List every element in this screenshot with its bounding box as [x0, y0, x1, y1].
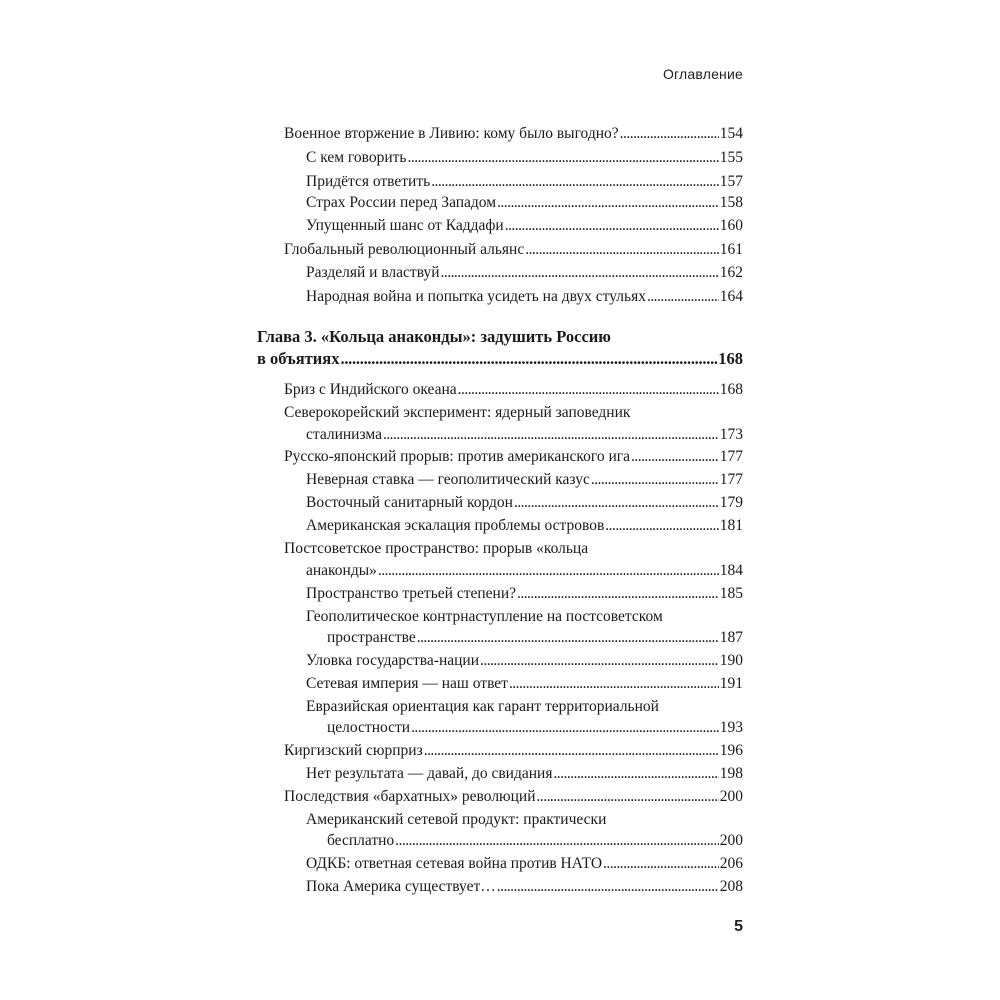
toc-entry-page: 190: [719, 652, 743, 669]
toc-entry: [306, 607, 743, 627]
chapter-heading-continued: [257, 349, 743, 369]
toc-entry-title: Северокорейский эксперимент: ядерный заповедник: [284, 404, 631, 421]
toc-entry-title: целостности: [327, 719, 411, 736]
toc-entry: [284, 539, 743, 559]
toc-entry-title: сталинизма: [306, 426, 382, 443]
toc-entry-continued: [306, 561, 743, 581]
toc-entry: [306, 810, 743, 830]
toc-entry-title: бесплатно: [327, 832, 395, 849]
dot-leader: [603, 854, 719, 874]
dot-leader: [505, 216, 719, 236]
toc-entry-page: 179: [719, 494, 743, 511]
toc-entry: [306, 172, 743, 192]
toc-entry-page: 155: [719, 149, 743, 166]
toc-entry-title: Геополитическое контрнаступление на постсоветском: [306, 608, 663, 625]
dot-leader: [458, 380, 719, 400]
toc-entry-title: Пока Америка существует…: [306, 878, 496, 895]
toc-entry-page: 154: [719, 125, 743, 142]
toc-entry: [306, 493, 743, 513]
toc-entry: [306, 216, 743, 236]
toc-entry-page: 158: [719, 194, 743, 211]
toc-entry-title: анаконды»: [306, 562, 377, 579]
dot-leader: [417, 628, 719, 648]
toc-entry: [306, 470, 743, 490]
toc-entry-title: Евразийская ориентация как гарант территориальной: [306, 698, 659, 715]
toc-entry-title: Народная война и попытка усидеть на двух стульях: [306, 288, 646, 305]
toc-entry: [284, 447, 743, 467]
toc-entry-page: 191: [719, 675, 743, 692]
toc-entry-title: ОДКБ: ответная сетевая война против НАТО: [306, 855, 603, 872]
chapter-page: 168: [718, 349, 743, 368]
toc-entry: [306, 584, 743, 604]
toc-entry: [306, 764, 743, 784]
dot-leader: [395, 831, 719, 851]
toc-entry-title: Американский сетевой продукт: практически: [306, 811, 607, 828]
toc-entry-page: 177: [719, 448, 743, 465]
toc-entry-page: 184: [719, 562, 743, 579]
toc-entry: [284, 240, 743, 260]
toc-entry-page: 157: [719, 173, 743, 190]
toc-entry-title: С кем говорить: [306, 149, 407, 166]
toc-entry-page: 168: [719, 381, 743, 398]
dot-leader: [525, 240, 719, 260]
dot-leader: [605, 516, 718, 536]
toc-entry-title: Уловка государства-нации: [306, 652, 480, 669]
dot-leader: [509, 674, 719, 694]
page-number: 5: [734, 918, 743, 935]
toc-entry-title: Бриз с Индийского океана: [284, 381, 457, 398]
toc-entry-page: 161: [719, 241, 743, 258]
toc-entry: [306, 697, 743, 717]
toc-entry-title: Восточный санитарный кордон: [306, 494, 513, 511]
toc-entry-page: 185: [719, 585, 743, 602]
toc-entry: [306, 516, 743, 536]
toc-entry-page: 208: [719, 878, 743, 895]
dot-leader: [620, 124, 719, 144]
running-head: Оглавление: [662, 66, 743, 82]
toc-entry: [284, 741, 743, 761]
toc-entry-title: Придётся ответить: [306, 173, 431, 190]
toc-entry-title: Упущенный шанс от Каддафи: [306, 217, 504, 234]
toc-entry-page: 200: [719, 788, 743, 805]
toc-entry-title: пространстве: [327, 629, 416, 646]
dot-leader: [631, 447, 719, 467]
toc-entry-page: 160: [719, 217, 743, 234]
dot-leader: [591, 470, 719, 490]
toc-entry-title: Последствия «бархатных» революций: [284, 788, 536, 805]
toc-entry-page: 162: [719, 264, 743, 281]
toc-entry-page: 177: [719, 471, 743, 488]
toc-entry: [284, 403, 743, 423]
dot-leader: [411, 718, 719, 738]
dot-leader: [497, 877, 719, 897]
toc-entry-title: Страх России перед Западом: [306, 194, 497, 211]
toc-entry-continued: [327, 718, 743, 738]
toc-entry: [306, 193, 743, 213]
dot-leader: [424, 741, 719, 761]
toc-entry: [284, 787, 743, 807]
chapter-title-line2: в объятиях: [257, 349, 340, 368]
toc-entry-title: Американская эскалация проблемы островов: [306, 517, 605, 534]
dot-leader: [480, 651, 719, 671]
chapter-heading: [257, 327, 743, 347]
toc-entry-page: 164: [719, 288, 743, 305]
toc-entry: [284, 380, 743, 400]
toc-entry-continued: [327, 628, 743, 648]
toc-entry: [306, 263, 743, 283]
toc-entry: [306, 877, 743, 897]
toc-entry-title: Военное вторжение в Ливию: кому было выгодно?: [284, 125, 619, 142]
toc-entry: [306, 287, 743, 307]
toc-entry: [306, 674, 743, 694]
toc-entry-page: 198: [719, 765, 743, 782]
dot-leader: [378, 561, 719, 581]
toc-entry-title: Сетевая империя — наш ответ: [306, 675, 508, 692]
dot-leader: [383, 425, 719, 445]
dot-leader: [514, 493, 719, 513]
toc-entry-title: Постсоветское пространство: прорыв «кольца: [284, 540, 589, 557]
toc-entry: [306, 148, 743, 168]
toc-entry: [306, 854, 743, 874]
toc-entry-title: Пространство третьей степени?: [306, 585, 516, 602]
toc-entry-continued: [306, 425, 743, 445]
dot-leader: [497, 193, 719, 213]
toc-entry-title: Киргизский сюрприз: [284, 742, 423, 759]
toc-entry-page: 196: [719, 742, 743, 759]
dot-leader: [647, 287, 719, 307]
dot-leader: [537, 787, 719, 807]
toc-entry-title: Нет результата — давай, до свидания: [306, 765, 553, 782]
toc-entry-title: Разделяй и властвуй: [306, 264, 440, 281]
toc-entry-title: Русско-японский прорыв: против американского ига: [284, 448, 631, 465]
chapter-title-line1: Глава 3. «Кольца анаконды»: задушить Россию: [257, 327, 611, 346]
dot-leader: [431, 172, 719, 192]
dot-leader: [340, 349, 717, 369]
toc-entry-page: 173: [719, 426, 743, 443]
dot-leader: [441, 263, 719, 283]
toc-entry-page: 181: [719, 517, 743, 534]
toc-entry: [306, 651, 743, 671]
dot-leader: [517, 584, 719, 604]
toc-entry-page: 193: [719, 719, 743, 736]
toc-entry-title: Глобальный революционный альянс: [284, 241, 525, 258]
toc-entry-title: Неверная ставка — геополитический казус: [306, 471, 590, 488]
toc-entry-page: 187: [719, 629, 743, 646]
toc-entry-page: 206: [719, 855, 743, 872]
toc-entry-continued: [327, 831, 743, 851]
dot-leader: [553, 764, 718, 784]
dot-leader: [408, 148, 719, 168]
toc-entry-page: 200: [719, 832, 743, 849]
toc-entry: [284, 124, 743, 144]
